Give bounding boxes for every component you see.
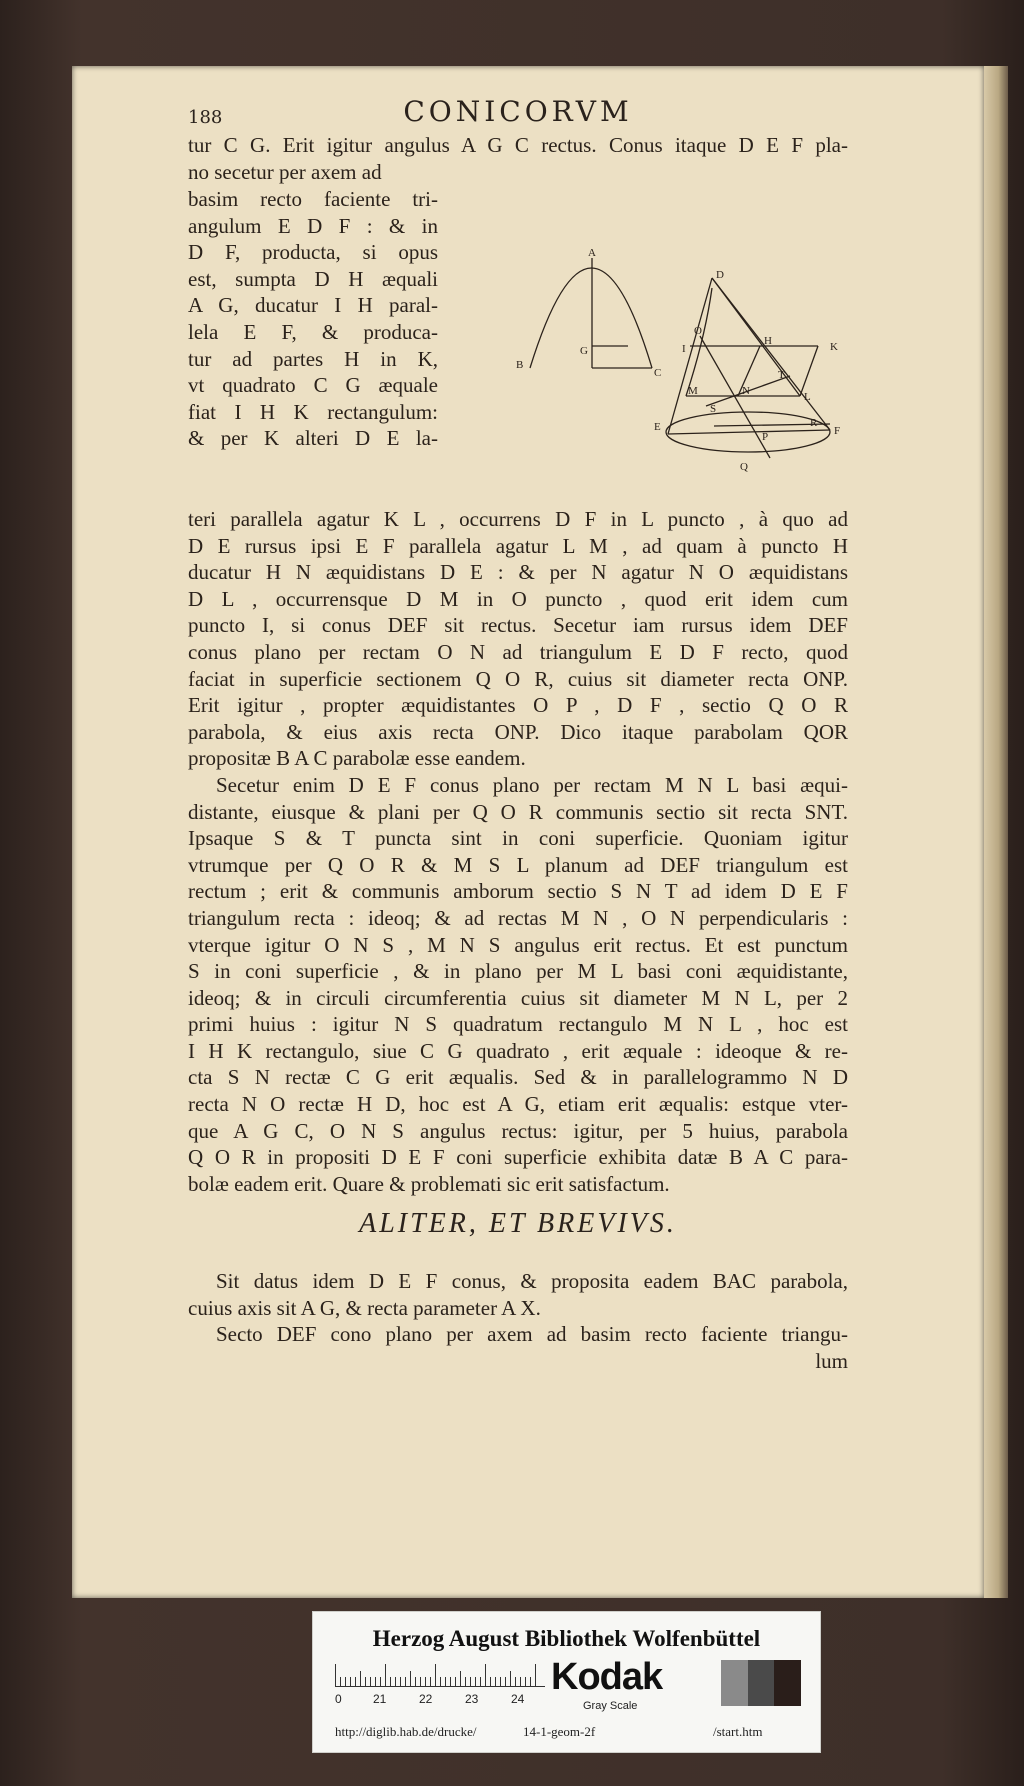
label-n: N [742,385,750,397]
line-kl [800,346,818,396]
page-header [188,95,848,135]
text-line: tur ad partes H in K, [188,346,438,371]
ruler-tick [375,1677,376,1686]
text-block-top [188,132,848,185]
ruler-tick [400,1677,401,1686]
section-heading: ALITER, ET BREVIVS. [359,1208,677,1239]
catchword: lum [815,1348,848,1373]
ruler-tick [440,1677,441,1686]
ruler-number: 24 [511,1692,525,1706]
label-f: F [834,425,841,437]
text-line: Sit datus idem D E F conus, & proposita eadem BAC parabola, [216,1269,848,1293]
ruler-tick [525,1677,526,1686]
ruler-tick [415,1677,416,1686]
text-line: angulum E D F : & in [188,213,438,238]
text-line: distante, eiusque & plani per Q O R communis sectio sit recta SNT. [188,799,848,824]
text-line: fiat I H K rectangulum: [188,399,438,424]
text-line: vt quadrato C G æquale [188,373,438,398]
ruler-tick [420,1677,421,1686]
text-line: cta S N rectæ C G erit æqualis. Sed & in parallelogrammo N D [188,1065,848,1090]
ruler-tick [535,1664,536,1686]
ruler-tick [335,1664,336,1686]
text-line: tur C G. Erit igitur angulus A G C rectus. Conus itaque D E F pla- [188,133,848,157]
text-line: lela E F, & produca- [188,319,438,344]
ruler-tick [470,1677,471,1686]
text-line: Q O R in propositi D E F coni superficie exhibita datæ B A C para- [188,1145,848,1170]
ruler-number: 23 [465,1692,479,1706]
text-line: recta N O rectæ H D, hoc est A G, etiam erit æqualis: estque vter- [188,1092,848,1117]
label-t: T [778,369,785,381]
ruler-tick [445,1677,446,1686]
label-r: R [810,417,818,429]
label-c: C [654,367,662,379]
text-line: rectum ; erit & communis amborum sectio S N T ad idem D E F [188,879,848,904]
label-g: G [580,345,588,357]
text-line: Secetur enim D E F conus plano per rectam M N L basi æqui- [216,772,848,797]
ruler-tick [355,1677,356,1686]
swatch [774,1660,801,1706]
text-line: ducatur H N æquidistans D E : & per N agatur N O æquidistans [188,560,848,585]
ruler-tick [505,1677,506,1686]
text-line: & per K alteri D E la- [188,426,438,451]
ruler-tick [490,1677,491,1686]
swatch [721,1660,748,1706]
line-on [700,336,770,458]
ruler-tick [520,1677,521,1686]
text-block-main [188,506,848,1197]
label-e: E [654,421,661,433]
label-p: P [762,431,769,443]
text-line: propositæ B A C parabolæ esse eandem. [188,746,526,771]
kodak-logo: Kodak [551,1656,663,1698]
ruler-tick [425,1677,426,1686]
ruler-tick [515,1677,516,1686]
running-head: CONICORVM [403,95,633,128]
text-line: D E rursus ipsi E F parallela agatur L M , ad quam à puncto H [188,533,848,558]
page-number: 188 [188,107,223,128]
library-url: http://diglib.hab.de/drucke/ [335,1724,477,1739]
ruler-tick [485,1664,486,1686]
shelfmark: 14-1-geom-2f [523,1724,596,1739]
text-line: primi huius : igitur N S quadratum rectangulo M N L , hoc est [188,1012,848,1037]
ruler-tick [480,1677,481,1686]
ruler-tick [530,1677,531,1686]
text-line: parabola, & eius axis recta ONP. Dico itaque parabolam QOR [188,719,848,744]
parabola-curve [530,268,652,368]
text-block-wrapped [188,186,438,452]
ruler-number: 22 [419,1692,433,1706]
ruler-tick [465,1677,466,1686]
ruler-tick [450,1677,451,1686]
text-line: I H K rectangulo, siue C G quadrato , erit æquale : ideoque & re- [188,1038,848,1063]
text-line: faciat in superficie sectionem Q O R, cuius sit diameter recta ONP. [188,666,848,691]
section-curve [686,288,712,396]
text-line: cuius axis sit A G, & recta parameter A X. [188,1295,541,1320]
ruler-tick [340,1677,341,1686]
text-line: Secto DEF cono plano per axem ad basim recto faciente triangu- [216,1322,848,1347]
label-a: A [588,248,596,259]
library-name: Herzog August Bibliothek Wolfenbüttel [372,1626,761,1651]
library-label [312,1611,821,1753]
ruler-tick [345,1677,346,1686]
text-line: triangulum recta : ideoq; & ad rectas M N , O N perpendicularis : [188,905,848,930]
text-line: puncto I, si conus DEF sit rectus. Secetur iam rursus idem DEF [188,613,848,638]
text-block-alt [188,1268,848,1374]
ruler-tick [410,1671,411,1686]
text-line: Ipsaque S & T puncta sint in coni superficie. Quoniam igitur [188,826,848,851]
ruler-tick [500,1677,501,1686]
label-b: B [516,359,524,371]
label-o: O [694,325,702,337]
line-ef [668,430,830,434]
cone-side-left [668,278,712,434]
ruler-tick [405,1677,406,1686]
text-line: vtrumque per Q O R & M S L planum ad DEF triangulum est [188,852,848,877]
ruler-tick [360,1671,361,1686]
ruler-tick [390,1677,391,1686]
label-q: Q [740,461,748,473]
text-line: no secetur per axem ad [188,159,382,184]
facing-page-edge [984,66,1008,1598]
ruler-number: 21 [373,1692,387,1706]
ruler-tick [455,1677,456,1686]
gray-scale-caption: Gray Scale [583,1700,638,1712]
text-line: vterque igitur O N S , M N S angulus erit rectus. Et est punctum [188,932,848,957]
start-link: /start.htm [713,1724,763,1739]
geometric-figure [500,248,880,478]
text-line: bolæ eadem erit. Quare & problemati sic erit satisfactum. [188,1171,670,1196]
text-line: D L , occurrensque D M in O puncto , quod erit idem cum [188,586,848,611]
text-line: conus plano per rectam O N ad triangulum E D F recto, quod [188,639,848,664]
swatch [748,1660,775,1706]
ruler-tick [430,1677,431,1686]
label-l: L [804,391,811,403]
ruler-tick [460,1671,461,1686]
text-line: basim recto faciente tri- [188,187,438,211]
ruler-tick [510,1671,511,1686]
ruler-tick [370,1677,371,1686]
ruler-tick [385,1664,386,1686]
text-line: teri parallela agatur K L , occurrens D F in L puncto , à quo ad [188,507,848,531]
ruler-tick [380,1677,381,1686]
ruler-tick [395,1677,396,1686]
ruler-number: 0 [335,1692,342,1706]
label-d: D [716,269,724,281]
line-df [712,278,800,396]
label-s: S [710,403,717,415]
label-m: M [688,385,698,397]
text-line: S in coni superficie , & in plano per M L basi coni æquidistante, [188,959,848,984]
ruler-tick [350,1677,351,1686]
text-line: que A G C, O N S angulus rectus: igitur, per 5 huius, parabola [188,1118,848,1143]
ruler-tick [475,1677,476,1686]
text-line: A G, ducatur I H paral- [188,293,438,318]
gray-swatches [721,1660,801,1706]
label-h: H [764,335,772,347]
text-line: ideoq; & in circuli circumferentia cuius sit diameter M N L, per 2 [188,985,848,1010]
text-line: D F, producta, si opus [188,240,438,265]
text-line: Erit igitur , propter æquidistantes O P , D F , sectio Q O R [188,693,848,718]
scale-ruler [335,1662,545,1687]
text-line: est, sumpta D H æquali [188,266,438,291]
ruler-tick [495,1677,496,1686]
ruler-tick [365,1677,366,1686]
label-i: I [682,343,686,355]
ruler-tick [435,1664,436,1686]
label-k: K [830,341,838,353]
